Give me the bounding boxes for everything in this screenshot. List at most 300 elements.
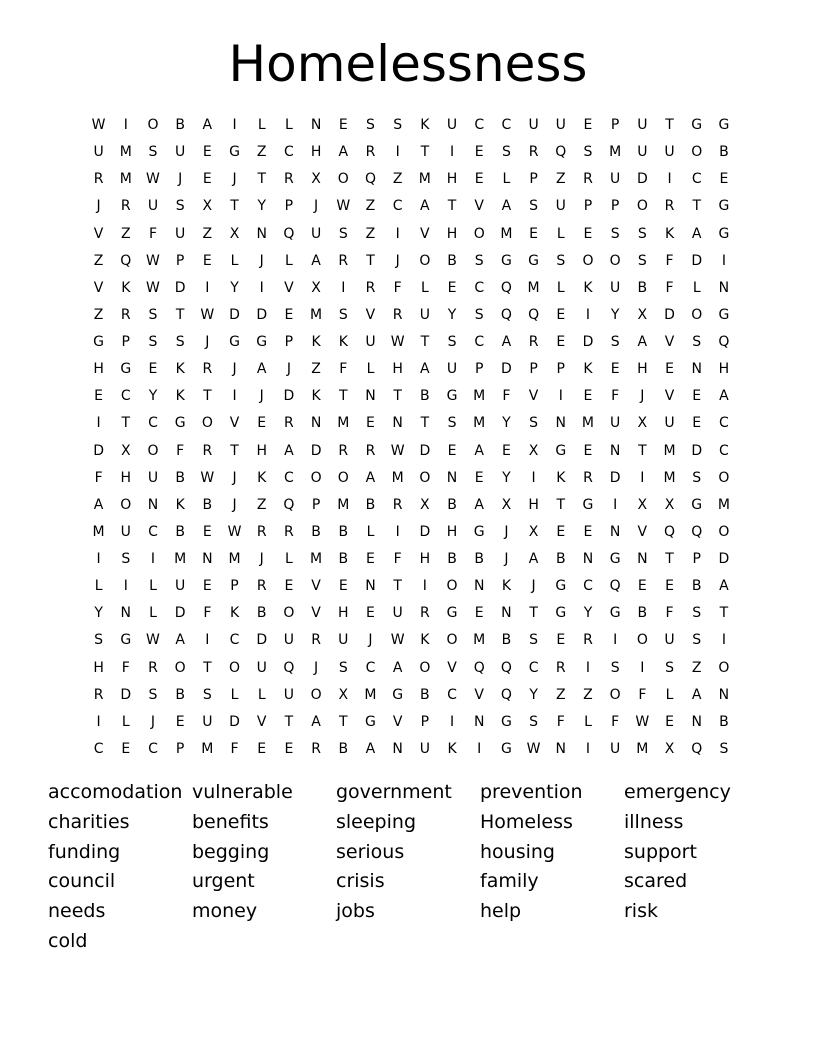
grid-letter: T <box>203 388 212 405</box>
grid-letter: D <box>419 442 431 459</box>
grid-letter: Y <box>610 306 620 323</box>
word-list-item: accomodation <box>48 781 183 803</box>
grid-letter: R <box>583 632 593 649</box>
grid-letter: Z <box>202 225 213 242</box>
grid-letter: S <box>474 252 484 269</box>
grid-letter: Y <box>94 605 103 622</box>
grid-letter: T <box>175 306 185 323</box>
grid-letter: B <box>365 496 376 513</box>
grid-letter: G <box>718 198 730 215</box>
grid-letter: I <box>585 306 591 323</box>
grid-letter: J <box>150 713 156 730</box>
grid-letter: H <box>446 523 458 540</box>
grid-letter: R <box>528 144 539 161</box>
word-list-item: vulnerable <box>192 781 293 803</box>
grid-letter: P <box>692 551 701 567</box>
grid-letter: C <box>447 686 457 703</box>
grid-letter: R <box>93 686 104 703</box>
grid-letter: Y <box>502 469 511 486</box>
grid-letter: A <box>284 442 294 459</box>
grid-letter: G <box>365 713 376 730</box>
grid-letter: R <box>120 306 131 323</box>
grid-letter: X <box>637 415 648 432</box>
grid-letter: K <box>257 469 267 486</box>
grid-letter: M <box>119 144 132 161</box>
grid-letter: N <box>473 713 485 730</box>
grid-letter: N <box>365 388 376 405</box>
grid-letter: V <box>93 225 104 242</box>
grid-letter: L <box>665 686 674 703</box>
grid-letter: S <box>366 117 375 133</box>
grid-letter: N <box>392 740 403 757</box>
grid-letter: K <box>175 496 185 513</box>
grid-letter: C <box>474 117 485 133</box>
grid-letter: T <box>692 198 701 215</box>
grid-letter: C <box>392 198 403 215</box>
grid-letter: W <box>200 469 215 486</box>
grid-letter: K <box>447 740 457 757</box>
grid-letter: C <box>528 659 539 676</box>
grid-letter: K <box>338 334 348 350</box>
grid-letter: G <box>500 713 512 730</box>
grid-letter: B <box>338 740 349 757</box>
grid-letter: T <box>556 496 566 513</box>
grid-letter: C <box>120 388 131 405</box>
grid-letter: S <box>148 334 158 350</box>
grid-letter: M <box>337 415 350 432</box>
grid-letter: V <box>664 334 675 350</box>
grid-letter: H <box>120 469 132 486</box>
grid-letter: X <box>528 523 539 540</box>
grid-letter: P <box>583 198 593 215</box>
grid-letter: S <box>393 117 403 133</box>
grid-letter: E <box>175 713 185 730</box>
grid-letter: T <box>393 578 402 595</box>
grid-letter: O <box>174 659 186 676</box>
grid-letter: W <box>91 117 106 133</box>
grid-letter: Q <box>691 740 703 757</box>
grid-letter: G <box>582 496 594 513</box>
grid-letter: T <box>339 388 348 405</box>
grid-letter: J <box>314 198 319 215</box>
grid-letter: N <box>446 469 458 486</box>
grid-letter: E <box>556 523 566 540</box>
word-list-item: prevention <box>480 781 583 803</box>
grid-letter: R <box>202 361 213 378</box>
grid-letter: O <box>229 659 241 676</box>
grid-letter: I <box>477 740 482 757</box>
grid-letter: L <box>584 713 592 730</box>
grid-letter: I <box>150 551 156 567</box>
grid-letter: E <box>665 578 674 595</box>
grid-letter: O <box>691 144 703 161</box>
grid-letter: U <box>610 740 621 757</box>
grid-letter: E <box>202 578 212 595</box>
grid-letter: Z <box>311 361 321 378</box>
grid-letter: W <box>146 171 160 188</box>
grid-letter: S <box>529 632 539 649</box>
grid-letter: U <box>283 632 295 649</box>
grid-letter: F <box>121 659 130 676</box>
grid-letter: G <box>555 442 567 459</box>
grid-letter: R <box>583 171 593 188</box>
grid-letter: I <box>96 551 101 567</box>
grid-letter: J <box>368 632 373 649</box>
grid-letter: I <box>205 279 210 296</box>
grid-letter: Z <box>555 686 566 703</box>
grid-letter: V <box>420 225 430 242</box>
word-list-item: charities <box>48 810 130 833</box>
grid-letter: S <box>148 306 158 323</box>
grid-letter: J <box>232 496 237 513</box>
grid-letter: F <box>148 225 157 242</box>
grid-letter: L <box>94 578 103 595</box>
grid-letter: M <box>473 632 486 649</box>
grid-letter: T <box>366 252 375 269</box>
grid-letter: J <box>314 659 319 676</box>
grid-letter: K <box>420 632 430 649</box>
grid-letter: S <box>175 198 185 215</box>
grid-letter: N <box>582 551 594 567</box>
grid-letter: S <box>610 334 620 350</box>
grid-letter: B <box>447 496 457 513</box>
grid-letter: F <box>230 740 239 757</box>
grid-letter: V <box>311 605 321 622</box>
grid-letter: G <box>500 252 512 269</box>
grid-letter: A <box>311 252 321 269</box>
letter-grid <box>85 112 738 763</box>
grid-letter: O <box>147 117 159 133</box>
grid-letter: Q <box>500 686 512 703</box>
grid-letter: S <box>447 334 457 350</box>
grid-letter: T <box>203 659 212 676</box>
grid-letter: D <box>718 551 730 567</box>
grid-letter: I <box>640 469 645 486</box>
grid-letter: N <box>609 523 621 540</box>
grid-letter: E <box>338 578 348 595</box>
grid-letter: Y <box>230 279 239 296</box>
grid-letter: H <box>338 605 349 622</box>
word-list-item: jobs <box>336 900 375 923</box>
grid-letter: G <box>120 361 132 378</box>
grid-letter: M <box>663 442 676 459</box>
grid-letter: I <box>613 632 618 649</box>
grid-letter: U <box>392 605 403 622</box>
grid-letter: X <box>664 496 675 513</box>
grid-letter: Q <box>500 279 512 296</box>
grid-letter: U <box>610 415 621 432</box>
grid-letter: D <box>691 442 703 459</box>
word-list-item: scared <box>624 870 688 893</box>
grid-letter: G <box>555 578 567 595</box>
grid-letter: A <box>474 496 484 513</box>
grid-letter: G <box>609 551 621 567</box>
grid-letter: A <box>256 361 267 378</box>
grid-letter: J <box>205 334 210 350</box>
grid-letter: K <box>583 279 593 296</box>
grid-letter: U <box>637 144 648 161</box>
grid-letter: S <box>529 198 539 215</box>
grid-letter: F <box>176 442 185 459</box>
grid-letter: R <box>555 659 566 676</box>
grid-letter: R <box>148 659 158 676</box>
grid-letter: I <box>640 659 645 676</box>
grid-letter: M <box>310 306 323 323</box>
grid-letter: E <box>257 740 267 757</box>
grid-letter: B <box>420 388 430 405</box>
grid-letter: D <box>664 306 675 323</box>
grid-letter: M <box>174 551 187 567</box>
grid-letter: A <box>365 740 376 757</box>
grid-letter: D <box>501 361 512 378</box>
grid-letter: J <box>232 171 237 188</box>
grid-letter: F <box>393 551 402 567</box>
grid-letter: Z <box>256 144 267 161</box>
grid-letter: S <box>175 334 185 350</box>
grid-letter: M <box>527 279 540 296</box>
grid-letter: B <box>474 551 485 567</box>
grid-letter: I <box>123 117 128 133</box>
grid-letter: T <box>719 605 729 622</box>
grid-letter: E <box>719 171 729 188</box>
page-title: Homelessness <box>228 35 588 93</box>
grid-letter: U <box>147 469 159 486</box>
grid-letter: P <box>284 334 294 350</box>
grid-letter: V <box>229 415 240 432</box>
grid-letter: Q <box>691 523 703 540</box>
word-list-item: serious <box>336 840 405 863</box>
grid-letter: J <box>259 252 264 269</box>
grid-letter: K <box>664 225 675 242</box>
grid-letter: R <box>284 415 294 432</box>
grid-letter: C <box>474 334 485 350</box>
grid-letter: V <box>392 713 403 730</box>
grid-letter: B <box>202 496 213 513</box>
grid-letter: C <box>148 415 158 432</box>
grid-letter: U <box>664 144 675 161</box>
grid-letter: E <box>529 225 539 242</box>
grid-letter: G <box>229 334 240 350</box>
grid-letter: O <box>419 252 431 269</box>
grid-letter: R <box>93 171 104 188</box>
grid-letter: I <box>422 578 427 595</box>
grid-letter: U <box>419 306 430 323</box>
grid-letter: G <box>120 632 132 649</box>
grid-letter: L <box>149 605 157 622</box>
grid-letter: Q <box>718 334 730 350</box>
grid-letter: D <box>582 334 594 350</box>
grid-letter: R <box>528 334 539 350</box>
grid-letter: E <box>94 388 104 405</box>
grid-letter: N <box>718 686 730 703</box>
grid-letter: Z <box>365 198 376 215</box>
grid-letter: U <box>338 632 349 649</box>
grid-letter: D <box>310 442 322 459</box>
grid-letter: P <box>610 198 620 215</box>
grid-letter: G <box>473 523 485 540</box>
grid-letter: V <box>637 523 648 540</box>
grid-letter: T <box>230 442 239 459</box>
grid-letter: B <box>501 632 512 649</box>
grid-letter: D <box>256 306 268 323</box>
grid-letter: G <box>528 252 540 269</box>
grid-letter: V <box>311 578 321 595</box>
grid-letter: S <box>338 306 348 323</box>
grid-letter: F <box>638 686 647 703</box>
grid-letter: T <box>529 605 538 622</box>
word-list-item: needs <box>48 900 106 923</box>
grid-letter: I <box>558 388 563 405</box>
grid-letter: E <box>556 306 566 323</box>
grid-letter: S <box>692 469 702 486</box>
grid-letter: L <box>230 686 239 703</box>
grid-letter: C <box>501 117 512 133</box>
grid-letter: U <box>419 740 430 757</box>
grid-letter: E <box>366 605 375 622</box>
grid-letter: B <box>719 144 729 161</box>
grid-letter: K <box>583 361 593 378</box>
grid-letter: E <box>665 361 674 378</box>
grid-letter: Q <box>555 144 567 161</box>
grid-letter: O <box>718 659 730 676</box>
grid-letter: Q <box>283 225 295 242</box>
grid-letter: E <box>121 740 131 757</box>
grid-letter: D <box>691 252 703 269</box>
grid-letter: B <box>447 252 457 269</box>
grid-letter: K <box>501 578 511 595</box>
grid-letter: Q <box>500 306 512 323</box>
grid-letter: E <box>284 578 294 595</box>
grid-letter: E <box>447 279 457 296</box>
grid-letter: Q <box>500 659 512 676</box>
grid-letter: J <box>640 388 645 405</box>
grid-letter: N <box>691 361 702 378</box>
grid-letter: G <box>718 117 730 133</box>
grid-letter: E <box>583 523 593 540</box>
grid-letter: T <box>339 713 348 730</box>
grid-letter: I <box>531 469 536 486</box>
grid-letter: E <box>583 442 593 459</box>
grid-letter: B <box>338 523 349 540</box>
grid-letter: O <box>446 632 458 649</box>
grid-letter: U <box>256 659 267 676</box>
grid-letter: R <box>365 442 376 459</box>
grid-letter: J <box>504 551 509 567</box>
grid-letter: H <box>528 496 539 513</box>
grid-letter: N <box>501 605 512 622</box>
grid-letter: U <box>310 225 322 242</box>
grid-letter: Z <box>583 686 593 703</box>
grid-letter: S <box>474 306 484 323</box>
grid-letter: Q <box>473 659 485 676</box>
grid-letter: J <box>504 523 509 540</box>
word-list-item: risk <box>624 900 658 923</box>
grid-letter: H <box>419 551 431 567</box>
grid-letter: D <box>229 306 240 323</box>
grid-letter: S <box>637 225 647 242</box>
grid-letter: W <box>526 740 541 757</box>
grid-letter: C <box>148 740 158 757</box>
grid-letter: U <box>610 279 621 296</box>
grid-letter: G <box>609 605 621 622</box>
grid-letter: K <box>175 388 185 405</box>
grid-letter: E <box>474 171 484 188</box>
grid-letter: V <box>284 279 294 296</box>
grid-letter: P <box>311 496 321 513</box>
grid-letter: X <box>637 306 648 323</box>
grid-letter: U <box>446 117 458 133</box>
grid-letter: X <box>311 171 321 188</box>
grid-letter: P <box>529 171 538 188</box>
grid-letter: D <box>174 279 186 296</box>
grid-letter: M <box>310 551 323 567</box>
grid-letter: A <box>365 469 376 486</box>
grid-letter: I <box>341 279 346 296</box>
grid-letter: V <box>256 713 267 730</box>
grid-letter: T <box>665 117 674 133</box>
grid-letter: Y <box>447 306 457 323</box>
grid-letter: X <box>338 686 349 703</box>
grid-letter: S <box>529 713 539 730</box>
grid-letter: G <box>174 415 186 432</box>
grid-letter: N <box>202 551 213 567</box>
grid-letter: P <box>420 713 430 730</box>
grid-letter: F <box>611 388 620 405</box>
grid-letter: V <box>93 279 104 296</box>
grid-letter: E <box>202 144 212 161</box>
grid-letter: L <box>121 713 130 730</box>
grid-letter: M <box>581 415 595 432</box>
grid-letter: D <box>419 523 431 540</box>
grid-letter: S <box>338 225 348 242</box>
grid-letter: B <box>420 686 430 703</box>
grid-letter: S <box>447 415 457 432</box>
grid-letter: I <box>232 388 237 405</box>
grid-letter: N <box>120 605 132 622</box>
grid-letter: R <box>419 605 430 622</box>
grid-letter: T <box>121 415 131 432</box>
grid-letter: W <box>146 632 160 649</box>
word-list-item: urgent <box>192 870 255 893</box>
grid-letter: N <box>256 225 267 242</box>
grid-letter: X <box>202 198 213 215</box>
grid-letter: E <box>583 388 593 405</box>
grid-letter: Q <box>609 578 621 595</box>
grid-letter: Z <box>93 306 104 323</box>
grid-letter: E <box>474 605 484 622</box>
grid-letter: M <box>473 388 486 405</box>
grid-letter: B <box>175 686 185 703</box>
grid-letter: E <box>447 442 457 459</box>
grid-letter: Y <box>583 605 593 622</box>
grid-letter: S <box>556 252 566 269</box>
grid-letter: J <box>259 388 264 405</box>
grid-letter: S <box>148 686 158 703</box>
grid-letter: P <box>175 252 185 269</box>
grid-letter: K <box>121 279 131 296</box>
grid-letter: R <box>120 198 131 215</box>
grid-letter: P <box>556 361 565 378</box>
grid-letter: W <box>146 279 160 296</box>
grid-letter: E <box>556 632 566 649</box>
grid-letter: O <box>446 578 458 595</box>
grid-letter: G <box>93 334 105 350</box>
grid-letter: L <box>285 117 293 133</box>
grid-letter: O <box>691 306 703 323</box>
grid-letter: O <box>419 659 431 676</box>
grid-letter: S <box>719 740 729 757</box>
grid-letter: Y <box>257 198 266 215</box>
